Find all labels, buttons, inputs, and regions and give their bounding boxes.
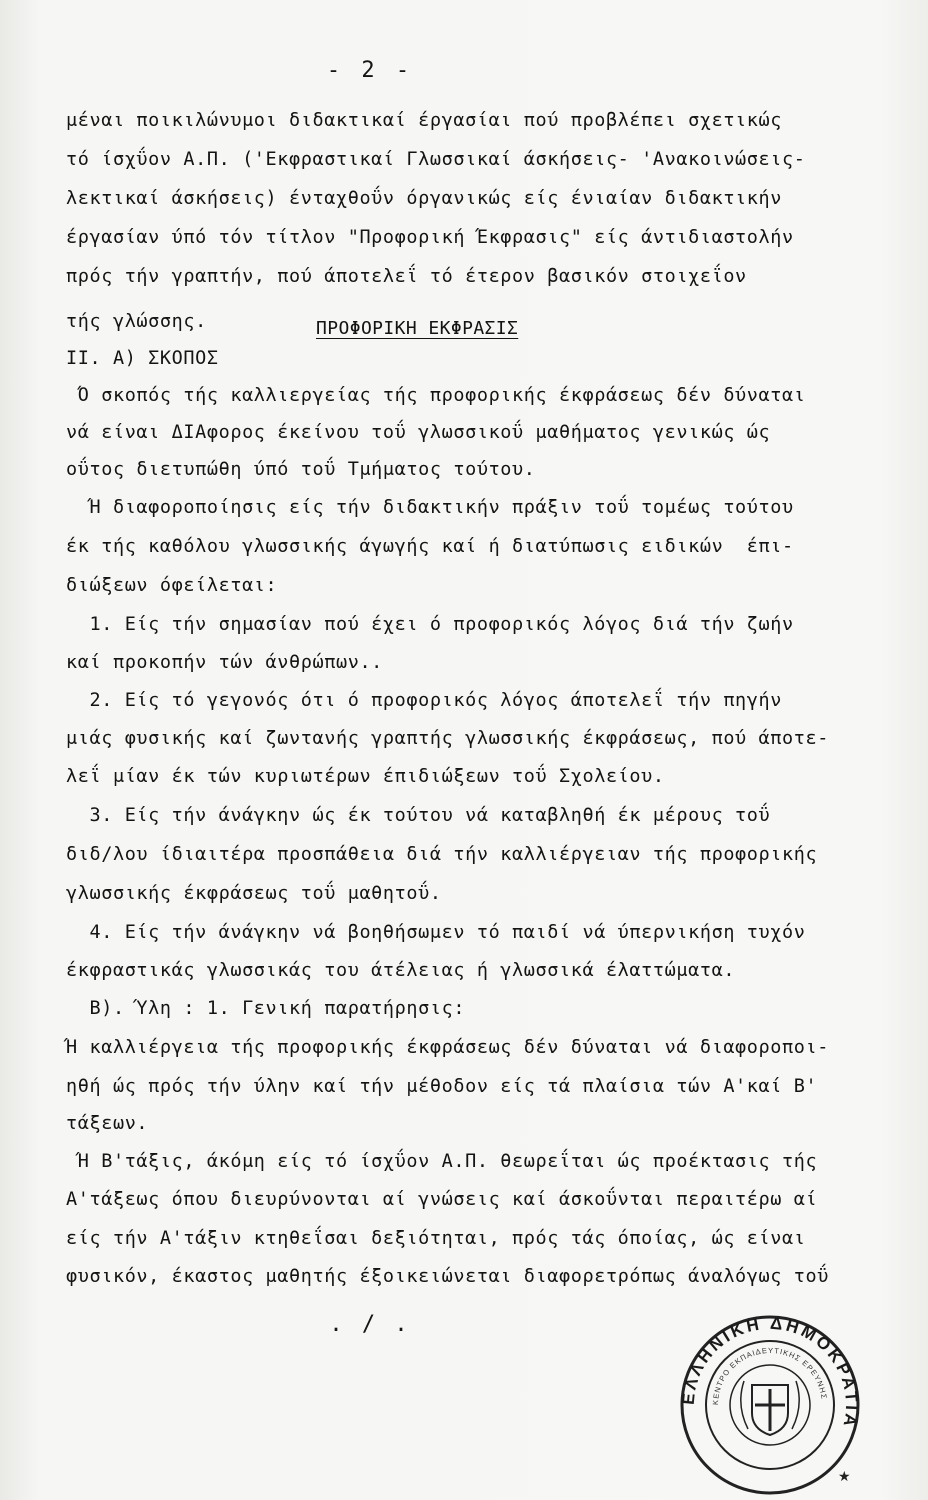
text-line-25: Ή καλλιέργεια τής προφορικής έκφράσεως δέν δύναται νά διαφοροποι- (66, 1037, 829, 1058)
text-line-30: είς τήν Α'τάξιν κτηθεΐσαι δεξιότηται, πρός τάς όποίας, ώς είναι (66, 1228, 806, 1249)
text-line-2: τό ίσχΰον Α.Π. ('Εκφραστικαί Γλωσσικαί άσκήσεις- 'Ανακοινώσεις- (66, 149, 806, 170)
text-line-6: τής γλώσσης. (66, 311, 207, 332)
text-line-16: 2. Είς τό γεγονός ότι ό προφορικός λόγος άποτελεΐ τήν πηγήν (66, 690, 783, 711)
svg-text:★: ★ (838, 1469, 851, 1485)
text-line-21: γλωσσικής έκφράσεως τοΰ μαθητοΰ. (66, 883, 442, 904)
text-line-28: Ή Β'τάξις, άκόμη είς τό ίσχΰον Α.Π. θεωρεΐται ώς προέκτασις τής (66, 1151, 818, 1172)
text-line-24: Β). Ύλη : 1. Γενική παρατήρησις: (66, 998, 466, 1019)
text-line-4: έργασίαν ύπό τόν τίτλον "Προφορική Έκφρασις" είς άντιδιαστολήν (66, 227, 794, 248)
text-line-23: έκφραστικάς γλωσσικάς του άτέλειας ή γλωσσικά έλαττώματα. (66, 960, 736, 981)
official-seal-stamp (670, 1305, 870, 1495)
seal-ring-text: ΕΛΛΗΝΙΚΗ ΔΗΜΟΚΡΑΤΙΑ (678, 1313, 862, 1431)
text-line-20: διδ/λου ίδιαιτέρα προσπάθεια διά τήν καλλιέργειαν τής προφορικής (66, 844, 818, 865)
text-line-12: έκ τής καθόλου γλωσσικής άγωγής καί ή διατύπωσις ειδικών έπι- (66, 536, 794, 557)
section-heading: ΠΡΟΦΟΡΙΚΗ ΕΚΦΡΑΣΙΣ (316, 318, 519, 339)
continuation-mark: . / . (329, 1312, 411, 1337)
text-line-1: μέναι ποικιλώνυμοι διδακτικαί έργασίαι πού προβλέπει σχετικώς (66, 110, 783, 131)
text-line-19: 3. Είς τήν άνάγκην ώς έκ τούτου νά καταβληθή έκ μέρους τοΰ (66, 805, 771, 826)
coat-of-arms-icon (741, 1381, 799, 1435)
text-line-8: Ό σκοπός τής καλλιεργείας τής προφορικής έκφράσεως δέν δύναται (66, 385, 806, 406)
text-line-11: Ή διαφοροποίησις είς τήν διδακτικήν πράξιν τοΰ τομέως τούτου (66, 497, 794, 518)
text-line-18: λεΐ μίαν έκ τών κυριωτέρων έπιδιώξεων τοΰ Σχολείου. (66, 766, 665, 787)
text-line-17: μιάς φυσικής καί ζωντανής γραπτής γλωσσικής έκφράσεως, πού άποτε- (66, 728, 829, 749)
text-line-7: II. Α) ΣΚΟΠΟΣ (66, 348, 219, 369)
text-line-15: καί προκοπήν τών άνθρώπων.. (66, 652, 383, 673)
text-line-5: πρός τήν γραπτήν, πού άποτελεΐ τό έτερον βασικόν στοιχεΐον (66, 266, 747, 287)
text-line-10: οΰτος διετυπώθη ύπό τοΰ Τμήματος τούτου. (66, 459, 536, 480)
text-line-22: 4. Είς τήν άνάγκην νά βοηθήσωμεν τό παιδί νά ύπερνικήση τυχόν (66, 922, 806, 943)
text-line-29: Α'τάξεως όπου διευρύνονται αί γνώσεις καί άσκοΰνται περαιτέρω αί (66, 1189, 818, 1210)
text-line-14: 1. Είς τήν σημασίαν πού έχει ό προφορικός λόγος διά τήν ζωήν (66, 614, 794, 635)
seal-inner-text: ΚΕΝΤΡΟ ΕΚΠΑΙΔΕΥΤΙΚΗΣ ΕΡΕΥΝΗΣ (710, 1345, 829, 1406)
text-line-9: νά είναι ΔΙΑφορος έκείνου τοΰ γλωσσικοΰ μαθήματος γενικώς ώς (66, 422, 771, 443)
text-line-3: λεκτικαί άσκήσεις) ένταχθοΰν όργανικώς είς ένιαίαν διδακτικήν (66, 188, 783, 209)
text-line-26: ηθή ώς πρός τήν ύλην καί τήν μέθοδον είς τά πλαίσια τών Α'καί Β' (66, 1076, 818, 1097)
text-line-13: διώξεων όφείλεται: (66, 575, 278, 596)
text-line-27: τάξεων. (66, 1113, 149, 1134)
text-line-31: φυσικόν, έκαστος μαθητής έξοικειώνεται διαφορετρόπως άναλόγως τοΰ (66, 1266, 829, 1287)
page-number: - 2 - (326, 58, 414, 83)
seal-graphic (670, 1305, 870, 1495)
